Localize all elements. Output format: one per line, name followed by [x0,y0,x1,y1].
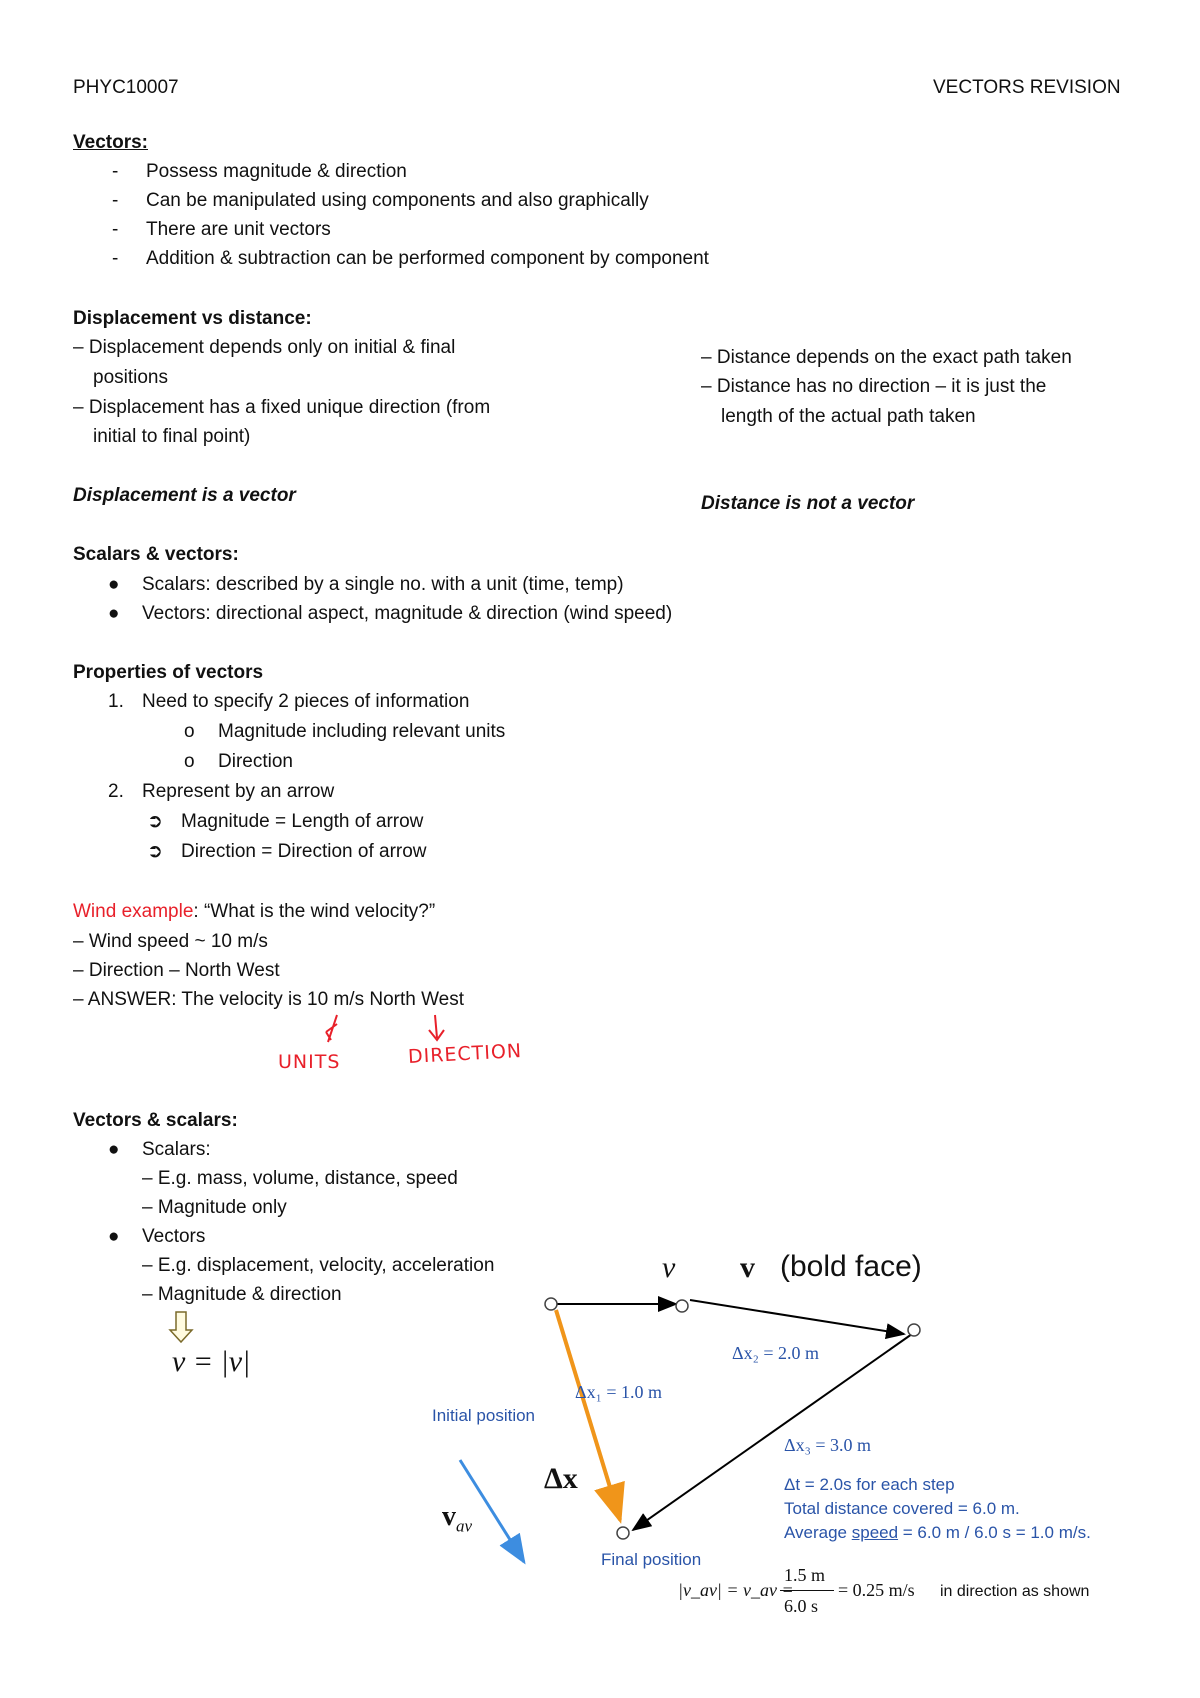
direction-annotation: DIRECTION [407,1040,523,1068]
displacement-line: – Displacement depends only on initial & final [73,337,456,358]
vectors-heading: Vectors: [73,132,148,153]
displacement-line: initial to final point) [93,426,251,447]
equation-note: in direction as shown [940,1583,1090,1600]
vectors-scalars-heading: Vectors & scalars: [73,1110,238,1131]
list-item: - Addition & subtraction can be performed component by component [112,248,709,269]
equation-numerator: 1.5 m [784,1565,826,1585]
v-av-label: $v_{av}$ [442,1501,473,1536]
distance-line: length of the actual path taken [721,406,976,427]
fraction-bar [780,1590,834,1591]
average-speed-note: Average speed = 6.0 m / 6.0 s = 1.0 m/s. [784,1523,1091,1542]
list-item: 2. Represent by an arrow [108,781,335,802]
scalars-vectors-heading: Scalars & vectors: [73,544,239,565]
equation-result: = 0.25 m/s [838,1580,915,1600]
vectors-line: – E.g. displacement, velocity, acceleration [142,1255,495,1276]
list-item: ➲ Magnitude = Length of arrow [147,811,424,832]
list-item: o Direction [184,751,293,772]
bold-face-label: (bold face) [780,1250,922,1283]
delta-x-label: Δx [544,1462,578,1495]
total-distance-note: Total distance covered = 6.0 m. [784,1499,1020,1518]
equation-denominator: 6.0 s [784,1596,819,1616]
displacement-line: positions [93,367,168,388]
dx1-label: Δx₁ = 1.0 m [575,1382,663,1402]
displacement-heading: Displacement vs distance: [73,308,312,329]
dx2-label: Δx₂ = 2.0 m [732,1343,820,1363]
distance-conclusion: Distance is not a vector [701,493,915,514]
displacement-conclusion: Displacement is a vector [73,485,296,506]
list-item: ● Scalars: described by a single no. with a unit (time, temp) [108,574,624,595]
dt-note: Δt = 2.0s for each step [784,1475,955,1494]
magnitude-formula: v = |v| [172,1345,251,1378]
wind-line: – Direction – North West [73,960,280,981]
list-item: ● Vectors [108,1226,206,1247]
wind-example-title: Wind example: “What is the wind velocity?” [73,901,436,922]
list-item: o Magnitude including relevant units [184,721,506,742]
units-annotation: UNITS [278,1051,341,1073]
displacement-line: – Displacement has a fixed unique direction (from [73,397,491,418]
bold-notation: v [740,1251,755,1284]
list-item: ● Scalars: [108,1139,211,1160]
wind-line: – Wind speed ~ 10 m/s [73,931,268,952]
list-item: - There are unit vectors [112,219,331,240]
scalars-line: – Magnitude only [142,1197,287,1218]
equation-left: |v_av| = v_av = [678,1580,794,1600]
list-item: 1. Need to specify 2 pieces of information [108,691,470,712]
document-title: VECTORS REVISION [933,77,1121,98]
list-item: - Possess magnitude & direction [112,161,407,182]
properties-heading: Properties of vectors [73,662,264,683]
course-code: PHYC10007 [73,77,179,98]
distance-line: – Distance depends on the exact path taken [701,347,1072,368]
list-item: - Can be manipulated using components and also graphically [112,190,649,211]
scalars-line: – E.g. mass, volume, distance, speed [142,1168,458,1189]
vectors-line: – Magnitude & direction [142,1284,342,1305]
dx3-label: Δx₃ = 3.0 m [784,1435,872,1455]
distance-line: – Distance has no direction – it is just the [701,376,1047,397]
wind-line: – ANSWER: The velocity is 10 m/s North West [73,989,465,1010]
vector-arrow-notation: v⃗ [662,1251,699,1284]
initial-position-label: Initial position [432,1406,536,1425]
list-item: ● Vectors: directional aspect, magnitude & direction (wind speed) [108,603,673,624]
list-item: ➲ Direction = Direction of arrow [147,841,427,862]
final-position-label: Final position [601,1550,702,1569]
